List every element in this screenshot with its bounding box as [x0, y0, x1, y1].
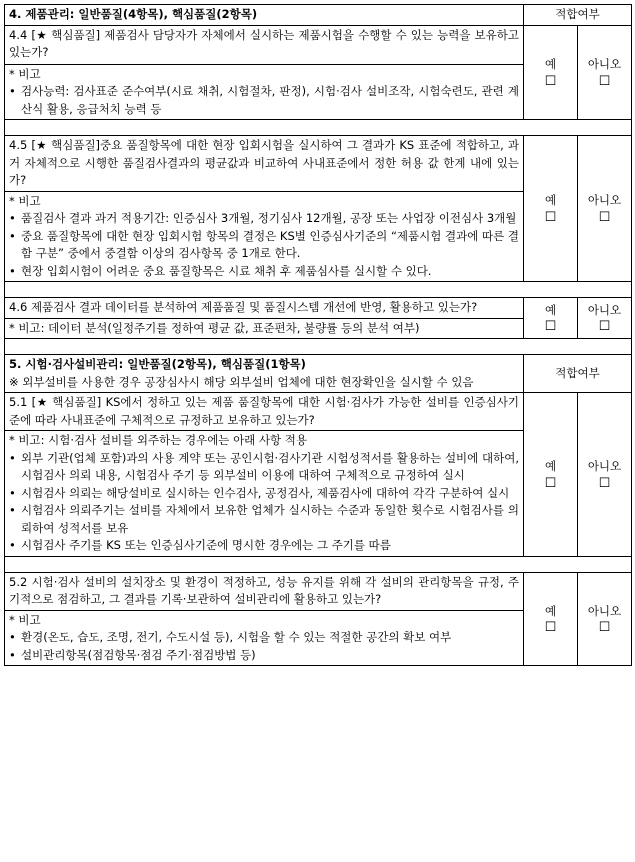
note-text: 설비관리항목(점검항목·점검 주기·점검방법 등): [21, 647, 256, 662]
bullet-icon: •: [9, 503, 16, 517]
no-label: 아니오: [587, 57, 622, 71]
note-text: 시험검사 의뢰는 해당설비로 실시하는 인수검사, 공정검사, 제품검사에 대하여 각각 구분하여 실시: [21, 485, 510, 500]
item-4-5-question-row: [5, 136, 632, 192]
note-bullet: [9, 83, 519, 118]
checkbox-icon[interactable]: ☐: [598, 209, 611, 225]
spacer-row: [5, 120, 632, 136]
note-text: 검사능력: 검사표준 준수여부(시료 채취, 시험절차, 판정), 시험·검사 설비조작, 시험숙련도, 관련 계산식 활용, 응급처치 능력 등: [21, 84, 519, 116]
item-4-6-yes-cell[interactable]: [524, 298, 578, 339]
item-4-6-question: 4.6 제품검사 결과 데이터를 분석하여 제품품질 및 품질시스템 개선에 반영, 활용하고 있는가?: [5, 298, 524, 319]
spacer-row: [5, 556, 632, 572]
note-label: * 비고: 시험·검사 설비를 외주하는 경우에는 아래 사항 적용: [9, 433, 308, 447]
section4-title: 4. 제품관리: 일반품질(4항목), 핵심품질(2항목): [5, 5, 524, 26]
section4-header-row: [5, 5, 632, 26]
item-5-1-question-row: [5, 393, 632, 431]
item-5-2-question: 5.2 시험·검사 설비의 설치장소 및 환경이 적정하고, 성능 유지를 위해 각 설비의 관리항목을 규정, 주기적으로 점검하고, 그 결과를 기록·보관하여 설비관리에 활용하고 있는가?: [5, 572, 524, 610]
checklist-table: [4, 4, 632, 666]
item-4-4-note: [5, 64, 524, 120]
yes-label: 예: [544, 459, 557, 473]
note-bullet: [9, 647, 519, 665]
note-label: * 비고: [9, 66, 41, 81]
bullet-icon: •: [9, 630, 16, 644]
yes-label: 예: [544, 302, 557, 317]
bullet-icon: •: [9, 647, 16, 662]
item-5-1-no-cell[interactable]: [578, 393, 632, 557]
no-label: 아니오: [587, 302, 622, 317]
item-4-5-no-cell[interactable]: [578, 136, 632, 282]
no-label: 아니오: [587, 603, 622, 618]
checkbox-icon[interactable]: ☐: [544, 209, 557, 225]
checkbox-icon[interactable]: ☐: [544, 475, 557, 491]
note-bullet: [9, 263, 519, 281]
item-5-1-note: [5, 431, 524, 557]
item-4-5-yes-cell[interactable]: [524, 136, 578, 282]
checkbox-icon[interactable]: ☐: [544, 73, 557, 89]
note-text: 시험검사 주기를 KS 또는 인증심사기준에 명시한 경우에는 그 주기를 따름: [21, 538, 391, 552]
bullet-icon: •: [9, 263, 16, 278]
spacer-row: [5, 282, 632, 298]
section5-title: 5. 시험·검사설비관리: 일반품질(2항목), 핵심품질(1항목): [9, 357, 306, 371]
note-text: 중요 품질항목에 대한 현장 입회시험 항목의 결정은 KS별 인증심사기준의 “제품시험 결과에 따른 결함 구분” 중에서 중결함 이상의 검사항목 중 1개로 한다.: [21, 228, 519, 260]
section5-conformity-header: 적합여부: [524, 355, 632, 393]
no-label: 아니오: [587, 459, 622, 473]
bullet-icon: •: [9, 84, 16, 98]
note-bullet: [9, 450, 519, 485]
note-text: 환경(온도, 습도, 조명, 전기, 수도시설 등), 시험을 할 수 있는 적절한 공간의 확보 여부: [21, 630, 452, 644]
note-label: * 비고: [9, 612, 41, 627]
note-text: 시험검사 의뢰주기는 설비를 자체에서 보유한 업체가 실시하는 수준과 동일한 횟수로 시험검사를 의뢰하여 성적서를 보유: [21, 503, 519, 535]
note-bullet: [9, 537, 519, 555]
note-bullet: [9, 629, 519, 647]
item-4-5-question: 4.5 [★ 핵심품질]중요 품질항목에 대한 현장 입회시험을 실시하여 그 결과가 KS 표준에 적합하고, 과거 자체적으로 시행한 품질검사결과의 평균값과 비교하여 사내표준에서 정한 허용 값 한계 내에 있는가?: [5, 136, 524, 192]
section5-subnote: ※ 외부설비를 사용한 경우 공장심사시 해당 외부설비 업체에 대한 현장확인을 실시할 수 있음: [9, 374, 474, 389]
note-bullet: [9, 502, 519, 537]
item-4-4-no-cell[interactable]: [578, 25, 632, 120]
yes-label: 예: [544, 193, 557, 208]
note-text: 현장 입회시험이 어려운 중요 품질항목은 시료 채취 후 제품심사를 실시할 수 있다.: [21, 263, 432, 278]
bullet-icon: •: [9, 485, 16, 500]
item-4-6-note: * 비고: 데이터 분석(일정주기를 정하여 평균 값, 표준편차, 불량률 등의 분석 여부): [5, 318, 524, 339]
checkbox-icon[interactable]: ☐: [598, 620, 611, 635]
checkbox-icon[interactable]: ☐: [598, 475, 611, 491]
item-4-6-question-row: [5, 298, 632, 319]
section5-header-row: [5, 355, 632, 393]
item-5-2-question-row: [5, 572, 632, 610]
checkbox-icon[interactable]: ☐: [598, 73, 611, 89]
section4-conformity-header: 적합여부: [524, 5, 632, 26]
checkbox-icon[interactable]: ☐: [598, 319, 611, 335]
item-4-4-question-row: [5, 25, 632, 64]
checkbox-icon[interactable]: ☐: [544, 319, 557, 335]
note-bullet: [9, 485, 519, 503]
item-4-4-yes-cell[interactable]: [524, 25, 578, 120]
item-5-1-yes-cell[interactable]: [524, 393, 578, 557]
note-text: 품질검사 결과 과거 적용기간: 인증심사 3개월, 정기심사 12개월, 공장 또는 사업장 이전심사 3개월: [21, 211, 517, 225]
note-label: * 비고: [9, 193, 41, 208]
item-4-6-no-cell[interactable]: [578, 298, 632, 339]
bullet-icon: •: [9, 211, 16, 225]
item-5-2-yes-cell[interactable]: [524, 572, 578, 666]
no-label: 아니오: [587, 193, 622, 208]
section5-header: [5, 355, 524, 393]
item-4-4-question: 4.4 [★ 핵심품질] 제품검사 담당자가 자체에서 실시하는 제품시험을 수행할 수 있는 능력을 보유하고 있는가?: [5, 25, 524, 64]
yes-label: 예: [544, 603, 557, 618]
note-text: 외부 기관(업체 포함)과의 사용 계약 또는 공인시험·검사기관 시험성적서를 활용하는 설비에 대하여, 시험검사 의뢰 내용, 시험검사 주기 등 외부설비 이용에 대하여 구체적으로 규정하여 실시: [21, 450, 519, 482]
yes-label: 예: [544, 57, 557, 71]
bullet-icon: •: [9, 228, 16, 243]
item-5-1-question: 5.1 [★ 핵심품질] KS에서 정하고 있는 제품 품질항목에 대한 시험·검사가 가능한 설비를 인증심사기준에 따라 사내표준에 구체적으로 규정하고 보유하고 있는가?: [5, 393, 524, 431]
item-4-5-note: [5, 191, 524, 282]
spacer-row: [5, 339, 632, 355]
bullet-icon: •: [9, 538, 16, 552]
checkbox-icon[interactable]: ☐: [544, 620, 557, 635]
note-bullet: [9, 210, 519, 228]
bullet-icon: •: [9, 450, 16, 465]
item-5-2-no-cell[interactable]: [578, 572, 632, 666]
note-bullet: [9, 228, 519, 263]
item-5-2-note: [5, 610, 524, 666]
